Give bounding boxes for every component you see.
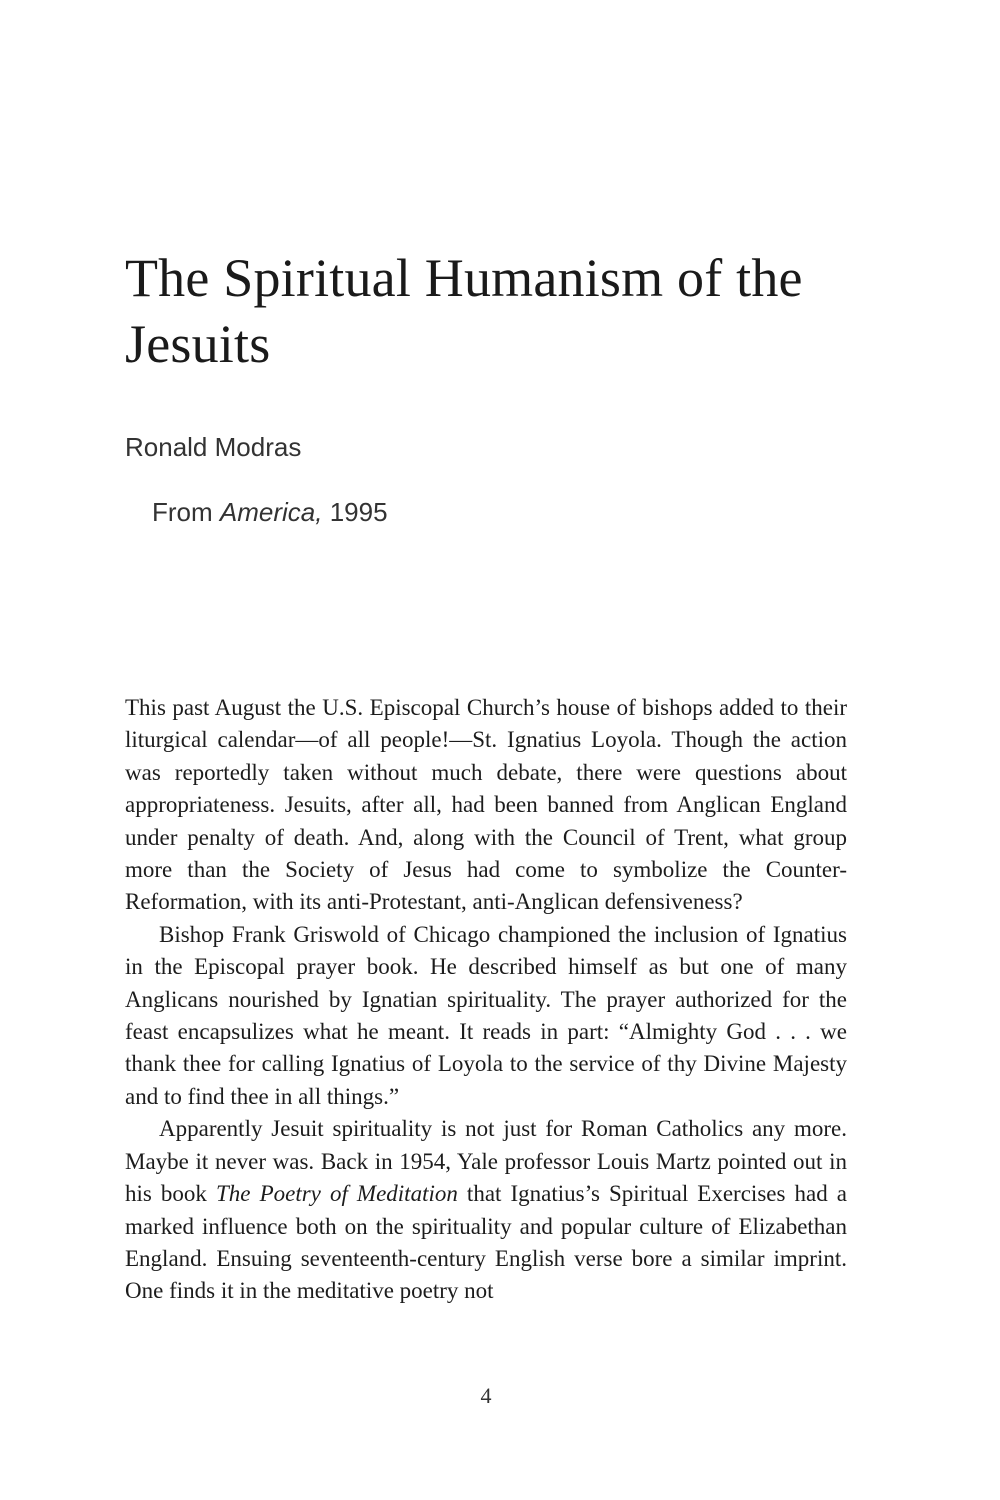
body-text <box>125 692 847 1308</box>
paragraph-3-text-after: that Ignatius’s Spiritual Exercises had a marked influence both on the spirituality and popular culture of Elizabethan England. Ensuing seventeenth-century English verse bore a similar imprint. One finds it in the meditative poetry not <box>125 1181 847 1304</box>
book-title-italic: The Poetry of Meditation <box>216 1181 458 1207</box>
paragraph-3-text-before: Apparently Jesuit spirituality is not just for Roman Catholics any more. Maybe it never was. Back in 1954, Yale professor Louis Martz pointed out in his book <box>125 1116 847 1207</box>
source-line <box>152 495 388 529</box>
source-year: 1995 <box>322 497 388 527</box>
author-name: Ronald Modras <box>125 432 302 462</box>
paragraph-2: Bishop Frank Griswold of Chicago championed the inclusion of Ignatius in the Episcopal prayer book. He described himself as but one of many Anglicans nourished by Ignatian spirituality. The prayer authorized for the feast encapsulizes what he meant. It reads in part: “Almighty God . . . we thank thee for calling Ignatius of Loyola to the service of thy Divine Majesty and to find thee in all things.” <box>125 921 847 1109</box>
page-number: 4 <box>480 1383 492 1408</box>
source-prefix: From <box>152 497 220 527</box>
chapter-title: The Spiritual Humanism of the Jesuits <box>125 248 803 374</box>
source-publication: America, <box>219 497 323 527</box>
paragraph-3 <box>125 1113 847 1307</box>
paragraph-1: This past August the U.S. Episcopal Church’s house of bishops added to their liturgical calendar—of all people!—St. Ignatius Loyola. Though the action was reportedly taken without much debate, there were questions about appropriateness. Jesuits, after all, had been banned from Anglican England under penalty of death. And, along with the Council of Trent, what group more than the Society of Jesus had come to symbolize the Counter-Reformation, with its anti-Protestant, anti-Anglican defensiveness? <box>125 695 847 915</box>
